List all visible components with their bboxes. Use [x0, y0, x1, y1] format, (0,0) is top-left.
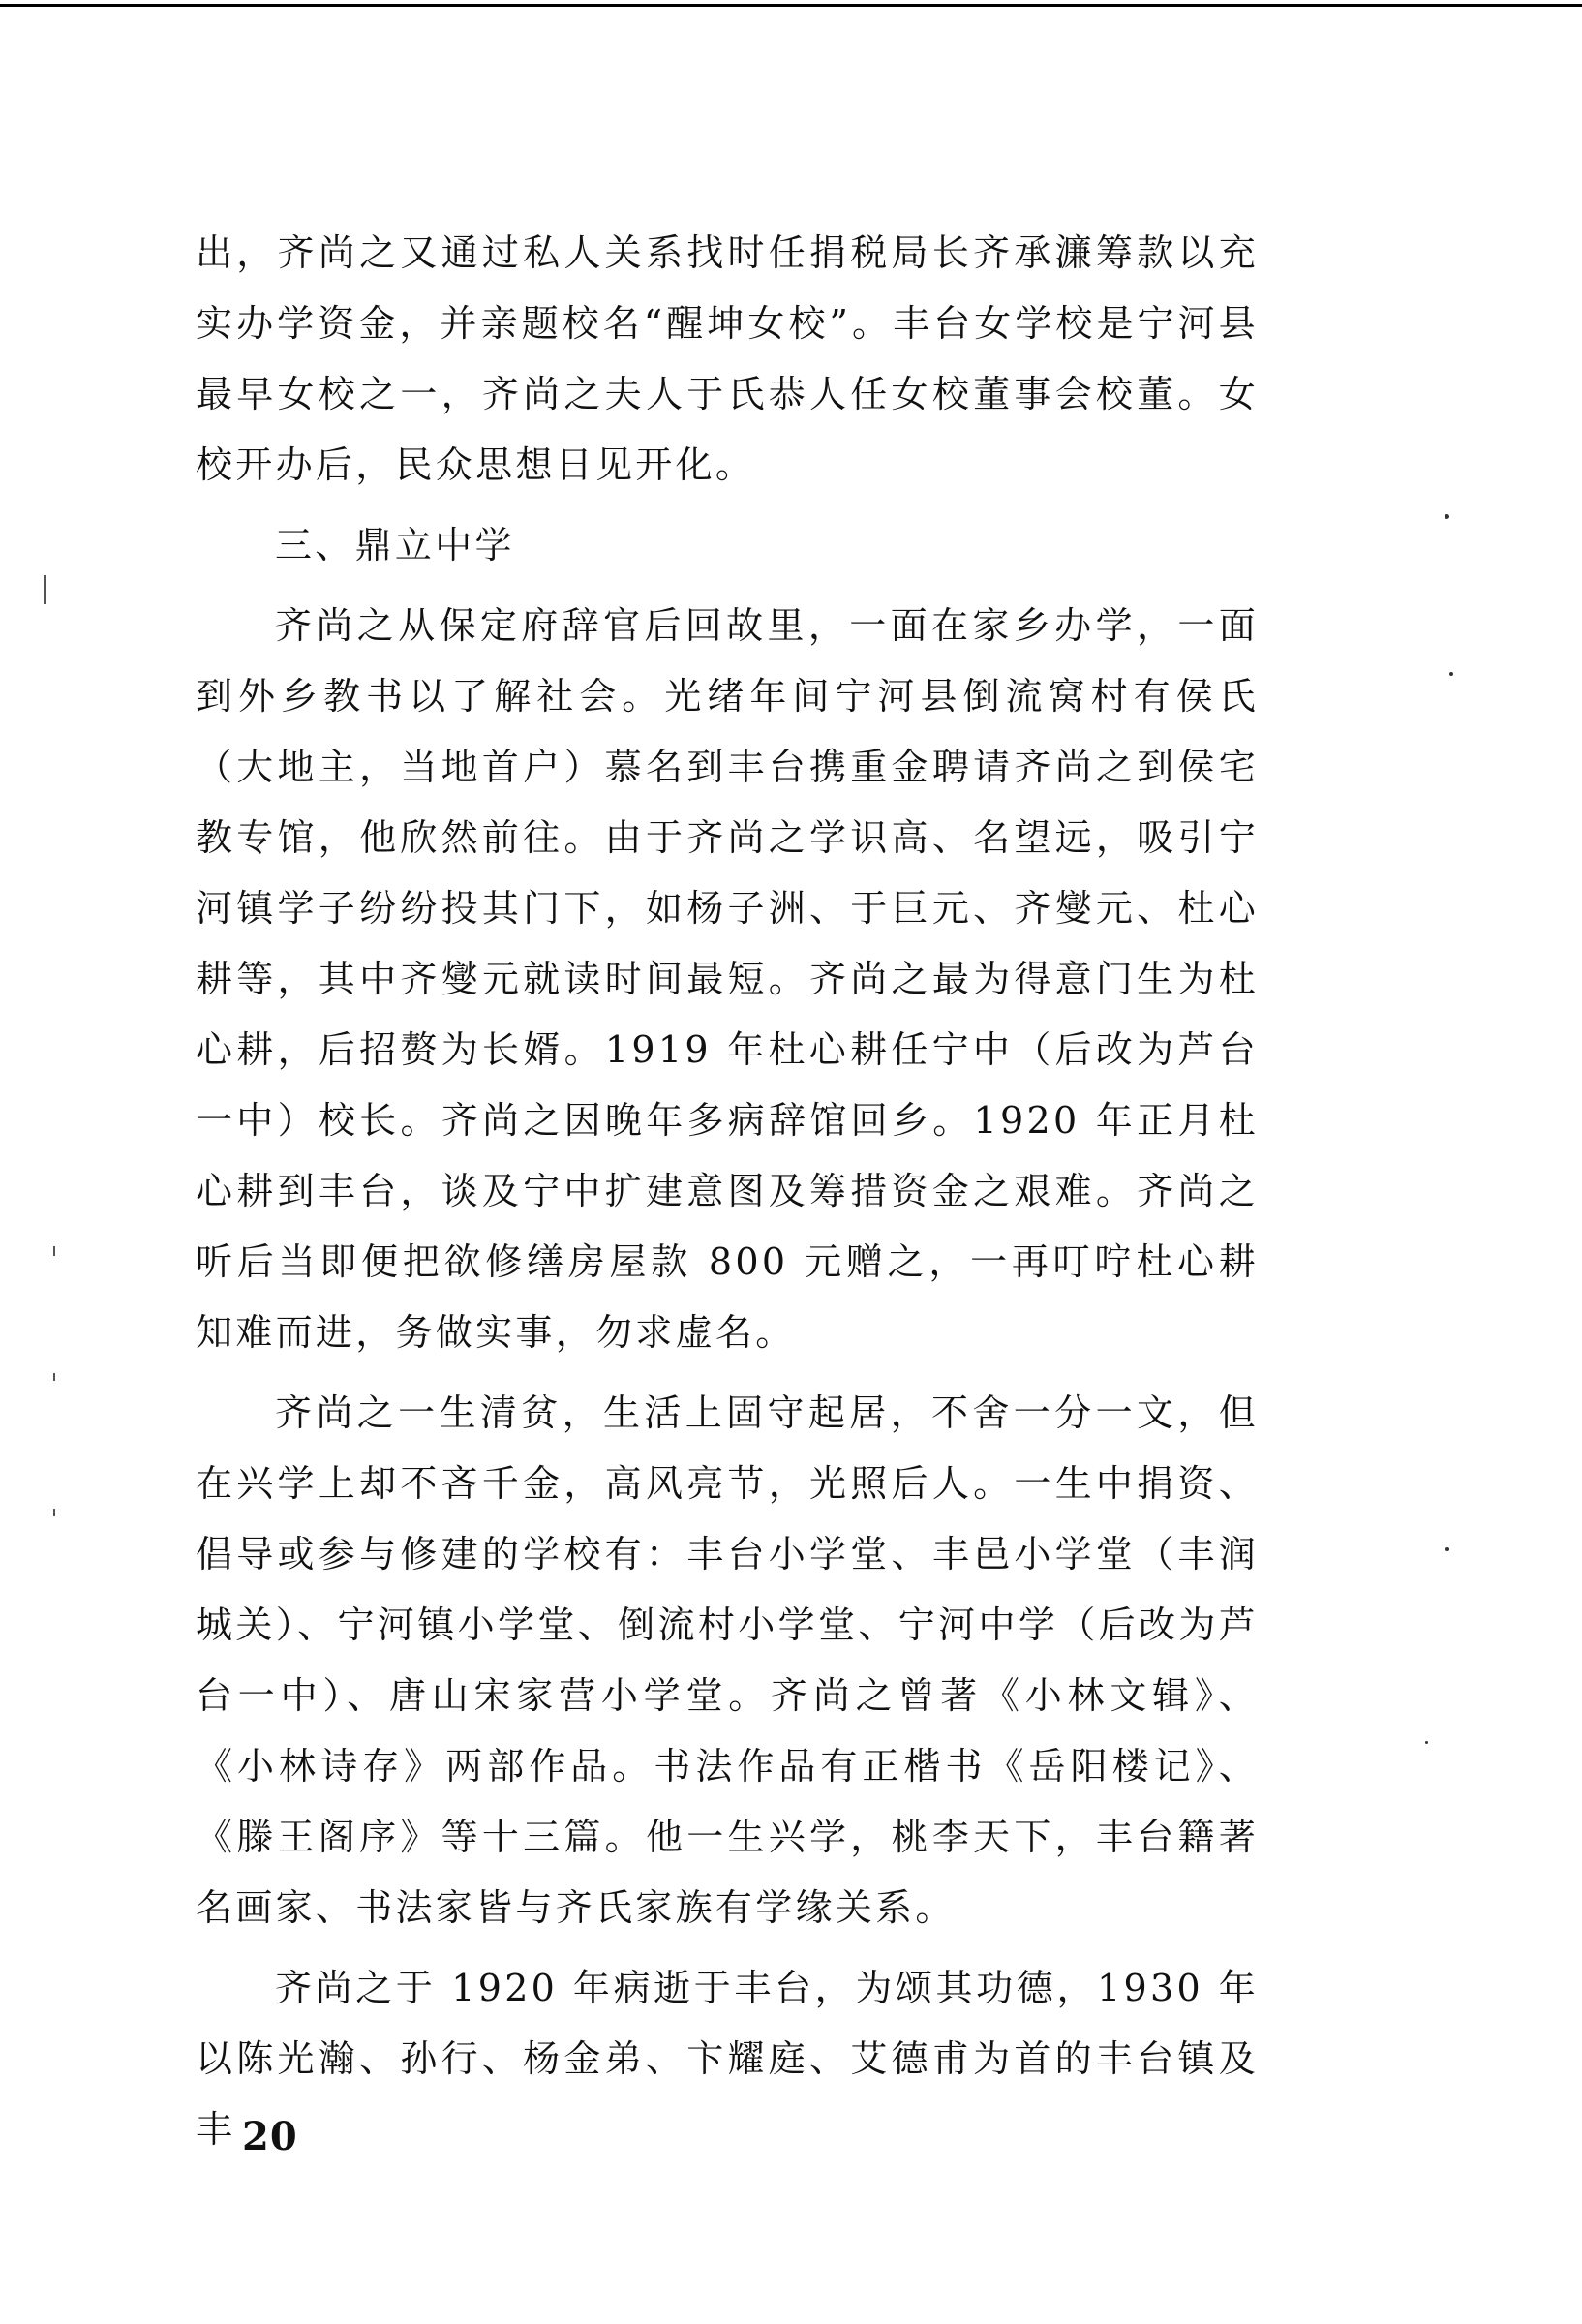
paragraph-3: 齐尚之一生清贫，生活上固守起居，不舍一分一文，但在兴学上却不吝千金，高风亮节，光照后人。一生中捐资、倡导或参与修建的学校有：丰台小学堂、丰邑小学堂（丰润城关）、宁河镇小学堂、倒流村小学堂、宁河中学（后改为芦台一中）、唐山宋家营小学堂。齐尚之曾著《小林文辑》、《小林诗存》两部作品。书法作品有正楷书《岳阳楼记》、《滕王阁序》等十三篇。他一生兴学，桃李天下，丰台籍著名画家、书法家皆与齐氏家族有学缘关系。: [196, 1391, 1259, 1929]
scan-speck: [1445, 1547, 1449, 1551]
scan-speck: [1445, 514, 1449, 519]
page-number: 20: [242, 2114, 298, 2159]
scan-speck: [1449, 672, 1453, 676]
scan-edge-mark: [53, 1373, 55, 1381]
section-heading: 三、鼎立中学: [275, 524, 515, 566]
scan-edge-mark: [44, 575, 46, 604]
paragraph-1: 出，齐尚之又通过私人关系找时任捐税局长齐承濂筹款以充实办学资金，并亲题校名“醒坤女校”。丰台女学校是宁河县最早女校之一，齐尚之夫人于氏恭人任女校董事会校董。女校开办后，民众思想日见开化。: [196, 231, 1259, 486]
scan-speck: [1425, 1741, 1428, 1744]
scan-edge-mark: [53, 1246, 55, 1256]
top-border-rule: [0, 4, 1582, 7]
scan-edge-mark: [53, 1509, 55, 1516]
paragraph-2: 齐尚之从保定府辞官后回故里，一面在家乡办学，一面到外乡教书以了解社会。光绪年间宁河县倒流窝村有侯氏（大地主，当地首户）慕名到丰台携重金聘请齐尚之到侯宅教专馆，他欣然前往。由于齐尚之学识高、名望远，吸引宁河镇学子纷纷投其门下，如杨子洲、于巨元、齐燮元、杜心耕等，其中齐燮元就读时间最短。齐尚之最为得意门生为杜心耕，后招赘为长婿。1919 年杜心耕任宁中（后改为芦台一中）校长。齐尚之因晚年多病辞馆回乡。1920 年正月杜心耕到丰台，谈及宁中扩建意图及筹措资金之艰难。齐尚之听后当即便把欲修缮房屋款 800 元赠之，一再叮咛杜心耕知难而进，务做实事，勿求虚名。: [196, 604, 1259, 1354]
paragraph-4: 齐尚之于 1920 年病逝于丰台，为颂其功德，1930 年以陈光瀚、孙行、杨金弟、卞耀庭、艾德甫为首的丰台镇及丰: [196, 1967, 1259, 2151]
page-body: [196, 218, 1259, 2165]
